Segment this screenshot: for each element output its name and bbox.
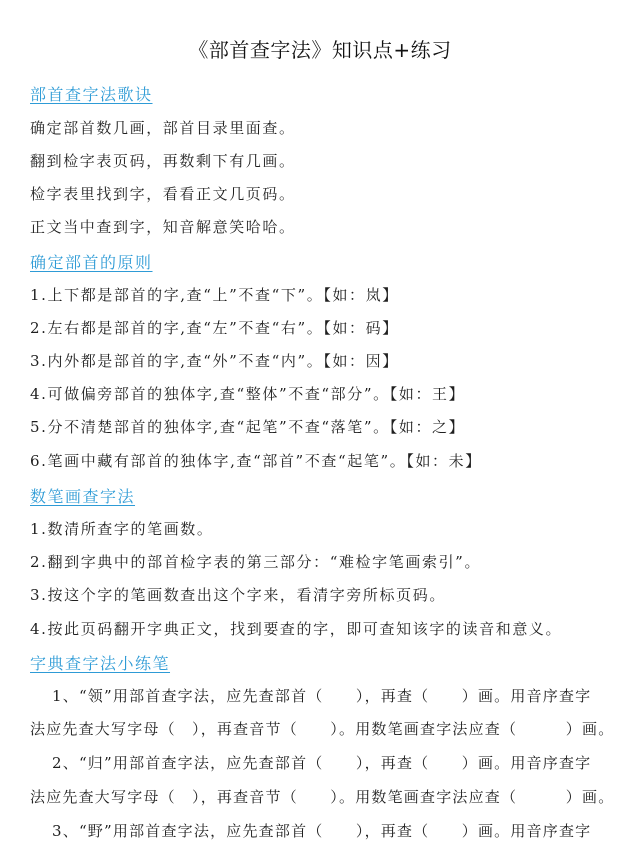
- exercise-line: 3、“野”用部首查字法，应先查部首（ ），再查（ ）画。用音序查字: [52, 822, 592, 840]
- rule-item: 3.内外都是部首的字,查“外”不查“内”。【如：因】: [30, 352, 399, 370]
- rhyme-line: 正文当中查到字，知音解意笑哈哈。: [30, 218, 296, 236]
- section-heading-stroke-count: 数笔画查字法: [30, 487, 136, 506]
- section-heading-radical-rules: 确定部首的原则: [30, 253, 153, 272]
- rhyme-line: 检字表里找到字，看看正文几页码。: [30, 185, 296, 203]
- rule-item: 6.笔画中藏有部首的独体字,查“部首”不查“起笔”。【如：未】: [30, 452, 482, 470]
- exercise-line: 2、“归”用部首查字法，应先查部首（ ），再查（ ）画。用音序查字: [52, 754, 592, 772]
- rhyme-line: 翻到检字表页码，再数剩下有几画。: [30, 152, 296, 170]
- page-title: 《部首查字法》知识点+练习: [188, 38, 452, 62]
- stroke-step: 1.数清所查字的笔画数。: [30, 520, 214, 538]
- exercise-line: 法应先查大写字母（ ），再查音节（ ）。用数笔画查字法应查（ ）画。: [30, 720, 615, 738]
- rule-item: 5.分不清楚部首的独体字,查“起笔”不查“落笔”。【如：之】: [30, 418, 466, 436]
- section-heading-practice: 字典查字法小练笔: [30, 654, 171, 673]
- stroke-step: 4.按此页码翻开字典正文，找到要查的字，即可查知该字的读音和意义。: [30, 620, 563, 638]
- stroke-step: 3.按这个字的笔画数查出这个字来，看清字旁所标页码。: [30, 586, 446, 604]
- exercise-line: 法应先查大写字母（ ），再查音节（ ）。用数笔画查字法应查（ ）画。: [30, 788, 615, 806]
- rule-item: 1.上下都是部首的字,查“上”不查“下”。【如：岚】: [30, 286, 399, 304]
- rhyme-line: 确定部首数几画，部首目录里面查。: [30, 119, 296, 137]
- section-heading-radical-rhyme: 部首查字法歌诀: [30, 85, 153, 104]
- stroke-step: 2.翻到字典中的部首检字表的第三部分：“难检字笔画索引”。: [30, 553, 482, 571]
- exercise-line: 1、“领”用部首查字法，应先查部首（ ），再查（ ）画。用音序查字: [52, 687, 592, 705]
- rule-item: 2.左右都是部首的字,查“左”不查“右”。【如：码】: [30, 319, 399, 337]
- rule-item: 4.可做偏旁部首的独体字,查“整体”不查“部分”。【如：王】: [30, 385, 466, 403]
